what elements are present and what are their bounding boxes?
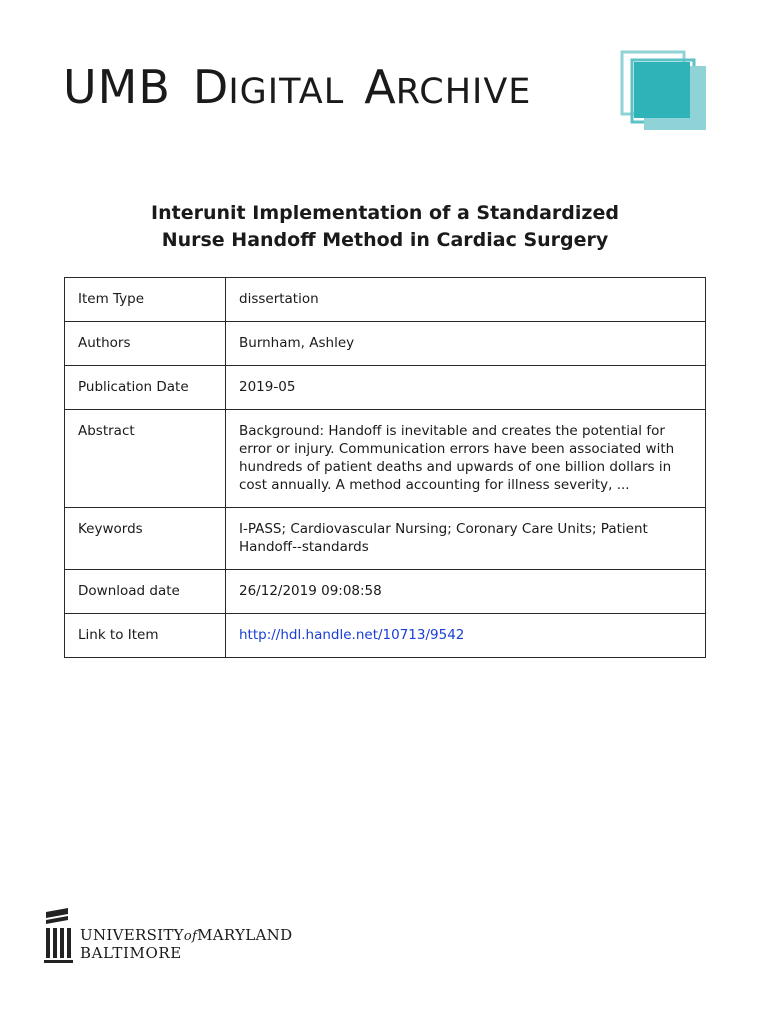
download-date-value: 26/12/2019 09:08:58 (226, 570, 706, 614)
university-of-word: of (183, 929, 198, 944)
keywords-label: Keywords (65, 508, 226, 570)
university-word: UNIVERSITY (80, 926, 184, 944)
archive-banner-title (63, 60, 603, 116)
table-row (65, 322, 706, 366)
document-title (60, 200, 710, 254)
abstract-value: Background: Handoff is inevitable and creates the potential for error or injury. Communication errors have been associated with hundreds of patient deaths and upwards of one billion dollars in cost annually. A method accounting for illness severity, ... (226, 410, 706, 508)
download-date-label: Download date (65, 570, 226, 614)
archive-logo-icon (620, 50, 708, 132)
item-type-value: dissertation (226, 278, 706, 322)
keywords-value: I-PASS; Cardiovascular Nursing; Coronary Care Units; Patient Handoff--standards (226, 508, 706, 570)
table-row (65, 570, 706, 614)
table-row (65, 278, 706, 322)
table-row (65, 508, 706, 570)
baltimore-word: BALTIMORE (80, 944, 182, 962)
banner-word-umb: UMB (63, 60, 171, 114)
authors-value: Burnham, Ashley (226, 322, 706, 366)
document-title-line-1: Interunit Implementation of a Standardized (151, 202, 619, 224)
table-row (65, 410, 706, 508)
item-handle-link[interactable]: http://hdl.handle.net/10713/9542 (239, 627, 465, 643)
metadata-table (64, 277, 706, 658)
banner-word-archive: ARCHIVE (364, 60, 532, 114)
table-row (65, 614, 706, 658)
authors-label: Authors (65, 322, 226, 366)
table-row (65, 366, 706, 410)
item-type-label: Item Type (65, 278, 226, 322)
publication-date-label: Publication Date (65, 366, 226, 410)
maryland-word: MARYLAND (197, 926, 293, 944)
publication-date-value: 2019-05 (226, 366, 706, 410)
link-to-item-cell (226, 614, 706, 658)
banner-word-digital: DIGITAL (192, 60, 345, 114)
document-title-line-2: Nurse Handoff Method in Cardiac Surgery (161, 229, 609, 251)
university-wordmark (80, 927, 292, 962)
abstract-label: Abstract (65, 410, 226, 508)
link-to-item-label: Link to Item (65, 614, 226, 658)
